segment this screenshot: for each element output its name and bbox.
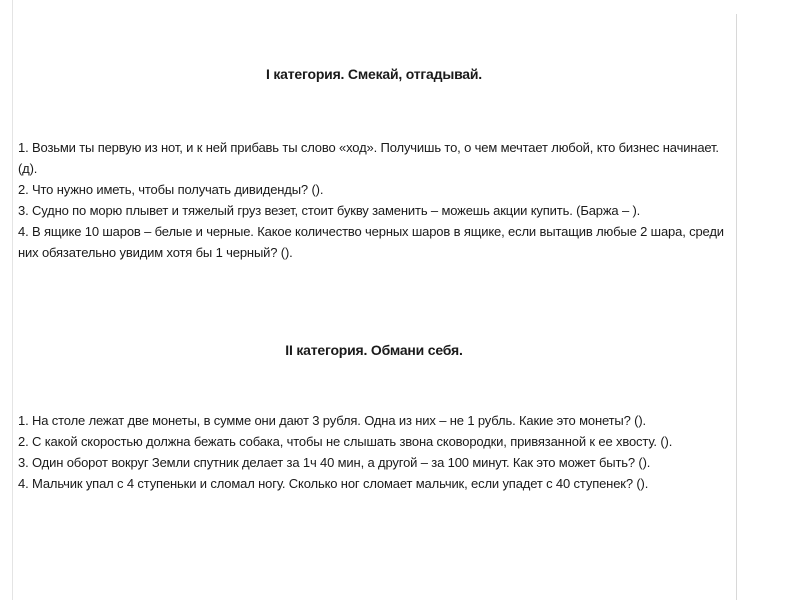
list-item: 2. Что нужно иметь, чтобы получать дивиденды? (). (18, 182, 324, 197)
category-2-list (18, 410, 730, 494)
list-item: 2. С какой скоростью должна бежать собака, чтобы не слышать звона сковородки, привязанной к ее хвосту. (). (18, 434, 673, 449)
page-right-border (736, 14, 737, 600)
list-item: 3. Судно по морю плывет и тяжелый груз везет, стоит букву заменить – можешь акции купить. (Баржа – ). (18, 203, 641, 218)
list-item: 1. На столе лежат две монеты, в сумме они дают 3 рубля. Одна из них – не 1 рубль. Какие это монеты? (). (18, 413, 646, 428)
page-left-border (12, 0, 13, 600)
list-item: 3. Один оборот вокруг Земли спутник делает за 1ч 40 мин, а другой – за 100 минут. Как это может быть? (). (18, 455, 651, 470)
list-item: 1. Возьми ты первую из нот, и к ней прибавь ты слово «ход». Получишь то, о чем мечтает любой, кто бизнес начинает. (д). (18, 140, 719, 176)
category-2-title: II категория. Обмани себя. (285, 342, 463, 358)
category-1-list (18, 137, 730, 263)
list-item: 4. В ящике 10 шаров – белые и черные. Какое количество черных шаров в ящике, если вытащив любые 2 шара, среди них обязательно увидим хотя бы 1 черный? (). (18, 224, 724, 260)
list-item: 4. Мальчик упал с 4 ступеньки и сломал ногу. Сколько ног сломает мальчик, если упадет с 40 ступенек? (). (18, 476, 649, 491)
category-1-title: I категория. Смекай, отгадывай. (266, 66, 482, 82)
